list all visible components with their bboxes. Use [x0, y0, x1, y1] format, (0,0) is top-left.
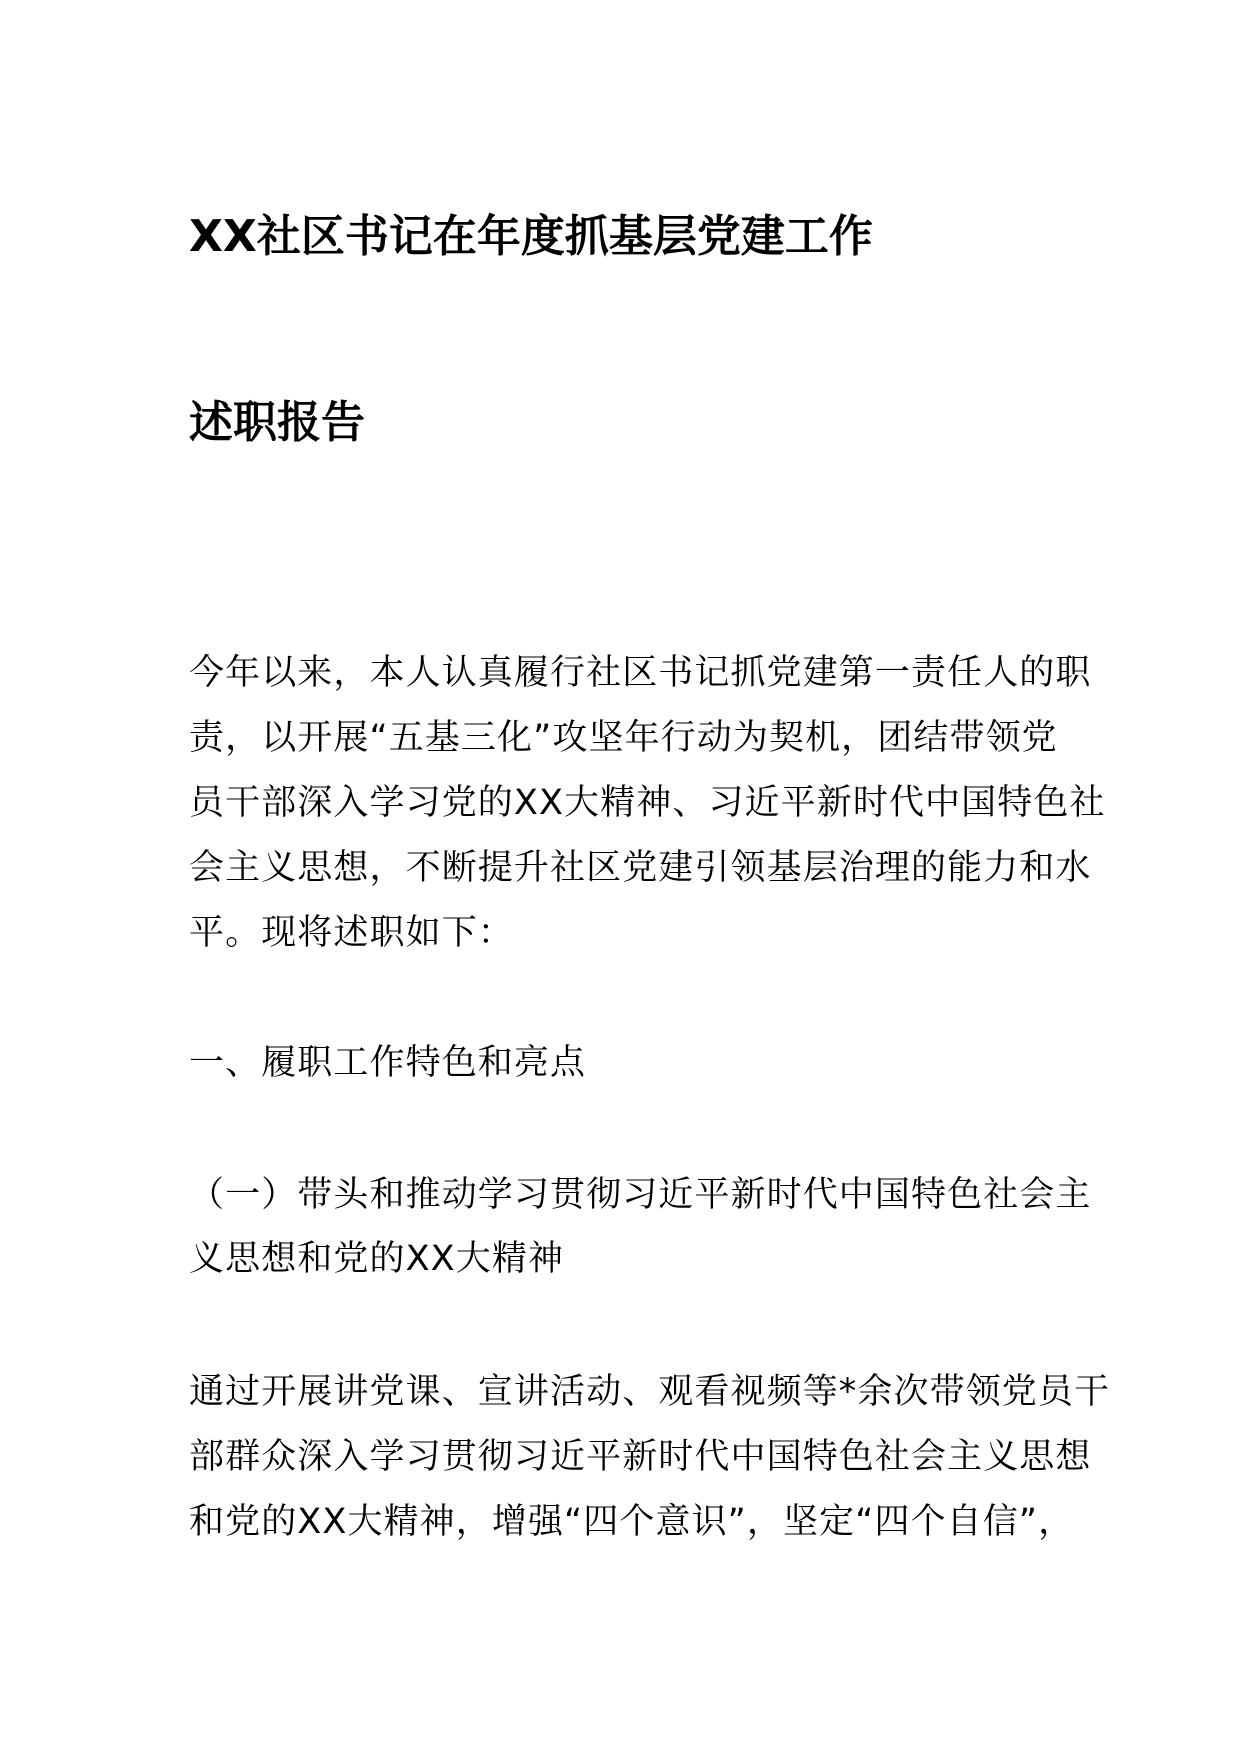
intro-line: 会主义思想，不断提升社区党建引领基层治理的能力和水	[189, 848, 1092, 888]
paragraph-line: 和党的XX大精神，增强“四个意识”，坚定“四个自信”，	[189, 1502, 1075, 1542]
section-heading: 一、履职工作特色和亮点	[189, 1043, 587, 1083]
subsection-heading-line: 义思想和党的XX大精神	[189, 1239, 565, 1279]
subsection-heading-line: （一）带头和推动学习贯彻习近平新时代中国特色社会主	[189, 1175, 1092, 1215]
intro-line: 员干部深入学习党的XX大精神、习近平新时代中国特色社	[189, 783, 1106, 823]
intro-line: 今年以来，本人认真履行社区书记抓党建第一责任人的职	[189, 653, 1092, 693]
document-title-line-1: XX社区书记在年度抓基层党建工作	[189, 211, 873, 262]
intro-line: 平。现将述职如下：	[189, 913, 514, 953]
document-title-line-2: 述职报告	[189, 397, 365, 448]
paragraph-line: 部群众深入学习贯彻习近平新时代中国特色社会主义思想	[189, 1437, 1092, 1477]
intro-line: 责，以开展“五基三化”攻坚年行动为契机，团结带领党	[189, 718, 1058, 758]
paragraph-line: 通过开展讲党课、宣讲活动、观看视频等*余次带领党员干	[189, 1372, 1111, 1412]
